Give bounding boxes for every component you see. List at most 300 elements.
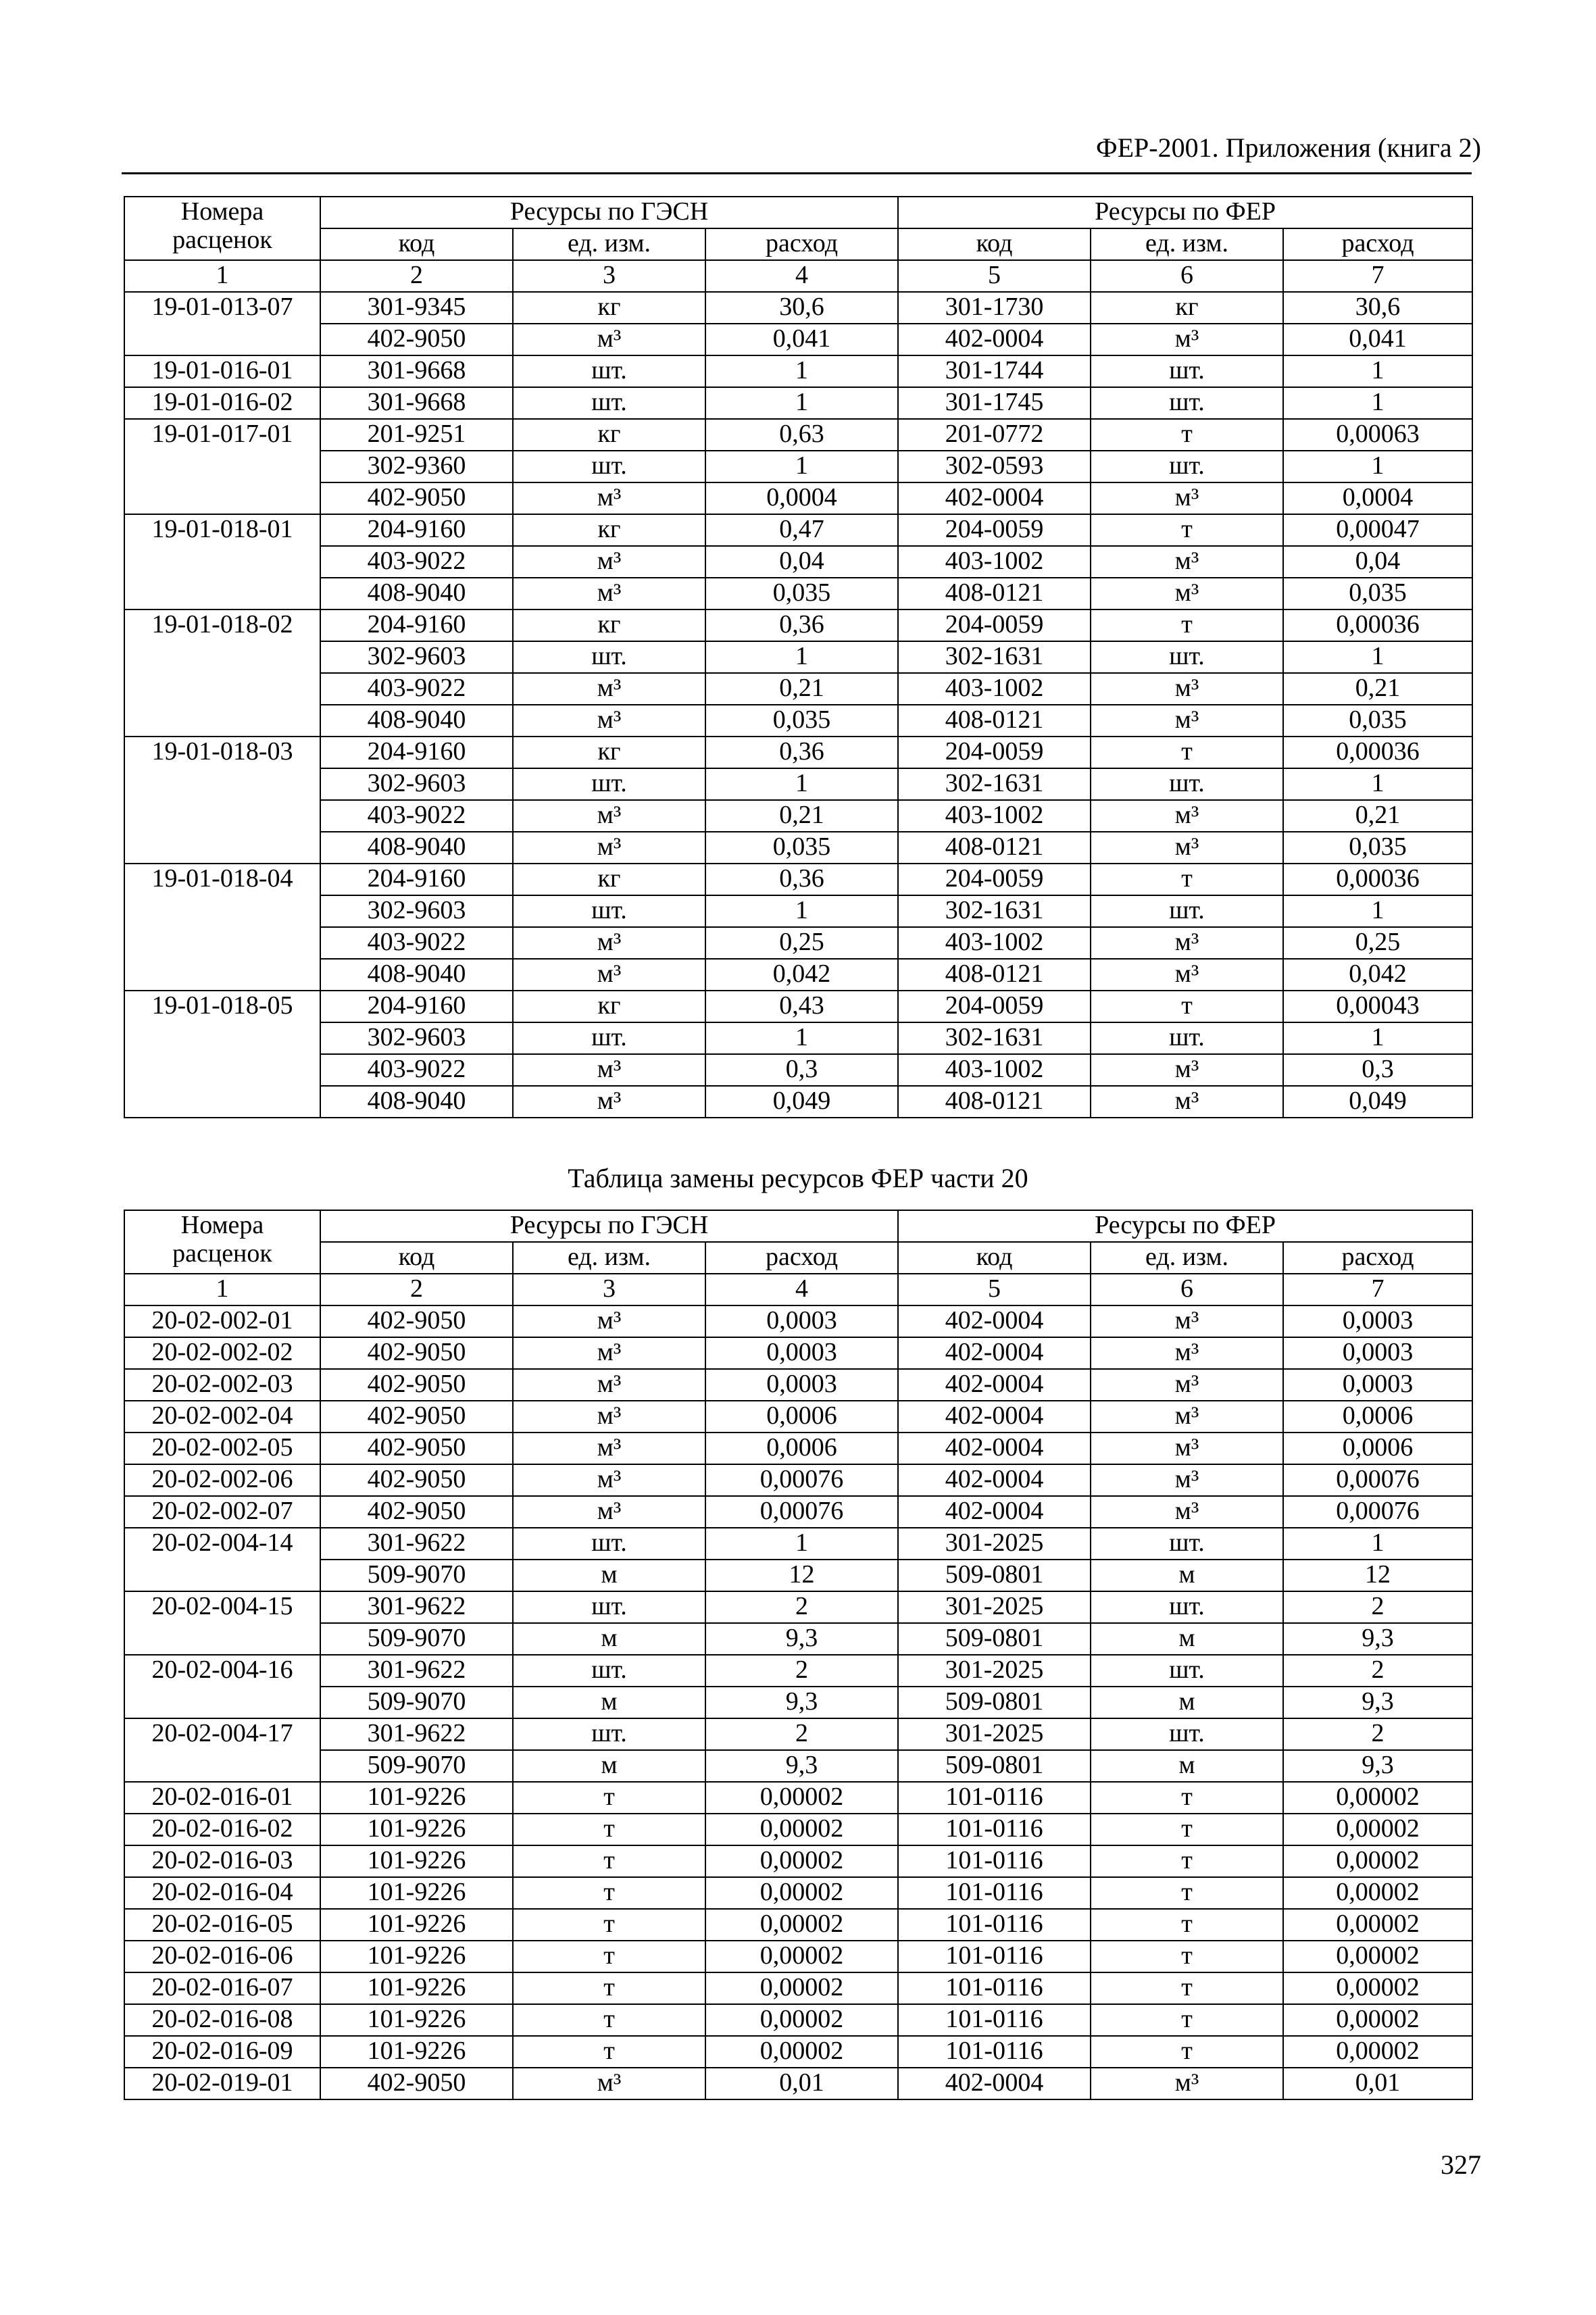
gesn-consumption-cell: 0,0006 [705, 1433, 898, 1464]
rate-number-cell: 20-02-004-16 [124, 1655, 320, 1718]
gesn-consumption-cell: 0,00002 [705, 1845, 898, 1877]
header-fer-group: Ресурсы по ФЕР [898, 1210, 1472, 1242]
gesn-unit-cell: м³ [513, 1337, 705, 1369]
table-row [124, 1845, 1472, 1877]
header-fer-unit: ед. изм. [1091, 228, 1283, 260]
header-fer-group: Ресурсы по ФЕР [898, 197, 1472, 228]
header-fer-code: код [898, 228, 1091, 260]
gesn-unit-cell: м [513, 1623, 705, 1655]
table-row [124, 1054, 1472, 1086]
fer-unit-cell: м [1091, 1623, 1283, 1655]
gesn-code-cell: 408-9040 [320, 1086, 513, 1118]
fer-code-cell: 408-0121 [898, 1086, 1091, 1118]
fer-consumption-cell: 0,25 [1283, 927, 1472, 959]
column-index: 3 [513, 260, 705, 292]
header-gesn-code: код [320, 1242, 513, 1274]
column-index: 7 [1283, 260, 1472, 292]
fer-code-cell: 204-0059 [898, 864, 1091, 895]
fer-unit-cell: т [1091, 1845, 1283, 1877]
header-numbers-line2: расценок [172, 1239, 272, 1268]
fer-code-cell: 402-0004 [898, 324, 1091, 355]
gesn-code-cell: 301-9668 [320, 355, 513, 387]
fer-code-cell: 408-0121 [898, 959, 1091, 991]
fer-code-cell: 301-2025 [898, 1718, 1091, 1750]
header-gesn-group: Ресурсы по ГЭСН [320, 197, 898, 228]
fer-code-cell: 101-0116 [898, 2004, 1091, 2036]
gesn-consumption-cell: 0,43 [705, 991, 898, 1022]
fer-consumption-cell: 0,04 [1283, 546, 1472, 578]
gesn-code-cell: 204-9160 [320, 609, 513, 641]
gesn-consumption-cell: 0,035 [705, 578, 898, 609]
header-numbers-line1: Номера [180, 1211, 264, 1239]
table-row [124, 451, 1472, 482]
fer-code-cell: 204-0059 [898, 609, 1091, 641]
fer-unit-cell: шт. [1091, 1655, 1283, 1687]
fer-code-cell: 402-0004 [898, 1337, 1091, 1369]
table-row [124, 959, 1472, 991]
header-rule [122, 172, 1472, 174]
gesn-consumption-cell: 0,47 [705, 514, 898, 546]
table-row [124, 1433, 1472, 1464]
rate-number-cell: 20-02-002-07 [124, 1496, 320, 1528]
gesn-unit-cell: кг [513, 864, 705, 895]
header-numbers-line2: расценок [172, 226, 272, 254]
gesn-code-cell: 101-9226 [320, 1877, 513, 1909]
gesn-code-cell: 301-9622 [320, 1718, 513, 1750]
gesn-consumption-cell: 2 [705, 1591, 898, 1623]
column-index: 6 [1091, 1274, 1283, 1305]
gesn-unit-cell: кг [513, 292, 705, 324]
gesn-code-cell: 301-9345 [320, 292, 513, 324]
column-index: 1 [124, 260, 320, 292]
gesn-unit-cell: т [513, 1845, 705, 1877]
gesn-consumption-cell: 9,3 [705, 1623, 898, 1655]
table-row [124, 1877, 1472, 1909]
table-row [124, 2068, 1472, 2099]
gesn-code-cell: 301-9668 [320, 387, 513, 419]
header-gesn-unit: ед. изм. [513, 228, 705, 260]
gesn-unit-cell: м³ [513, 546, 705, 578]
gesn-consumption-cell: 0,00002 [705, 1877, 898, 1909]
fer-unit-cell: т [1091, 1877, 1283, 1909]
fer-unit-cell: м³ [1091, 1401, 1283, 1433]
fer-code-cell: 403-1002 [898, 800, 1091, 832]
fer-unit-cell: м³ [1091, 832, 1283, 864]
gesn-unit-cell: т [513, 1814, 705, 1845]
gesn-consumption-cell: 0,035 [705, 832, 898, 864]
gesn-consumption-cell: 0,00002 [705, 2036, 898, 2068]
fer-code-cell: 302-1631 [898, 641, 1091, 673]
gesn-unit-cell: т [513, 1782, 705, 1814]
running-header: ФЕР-2001. Приложения (книга 2) [1096, 132, 1481, 163]
gesn-unit-cell: м³ [513, 324, 705, 355]
fer-code-cell: 402-0004 [898, 1433, 1091, 1464]
gesn-consumption-cell: 0,0003 [705, 1337, 898, 1369]
fer-code-cell: 101-0116 [898, 1941, 1091, 1972]
gesn-code-cell: 408-9040 [320, 832, 513, 864]
fer-unit-cell: шт. [1091, 1022, 1283, 1054]
header-gesn-group: Ресурсы по ГЭСН [320, 1210, 898, 1242]
fer-consumption-cell: 30,6 [1283, 292, 1472, 324]
fer-code-cell: 302-1631 [898, 1022, 1091, 1054]
gesn-code-cell: 402-9050 [320, 1433, 513, 1464]
fer-unit-cell: т [1091, 2036, 1283, 2068]
fer-unit-cell: м³ [1091, 959, 1283, 991]
table-row [124, 1560, 1472, 1591]
gesn-consumption-cell: 0,21 [705, 673, 898, 705]
rate-number-cell: 20-02-002-06 [124, 1464, 320, 1496]
table1-body [124, 292, 1472, 1118]
table-row [124, 1972, 1472, 2004]
gesn-consumption-cell: 0,00002 [705, 1909, 898, 1941]
header-fer-unit: ед. изм. [1091, 1242, 1283, 1274]
rate-number-cell: 20-02-002-05 [124, 1433, 320, 1464]
fer-unit-cell: м³ [1091, 1369, 1283, 1401]
fer-code-cell: 402-0004 [898, 482, 1091, 514]
fer-consumption-cell: 0,00002 [1283, 1941, 1472, 1972]
fer-unit-cell: м³ [1091, 800, 1283, 832]
header-fer-code: код [898, 1242, 1091, 1274]
fer-consumption-cell: 1 [1283, 895, 1472, 927]
table-row [124, 1782, 1472, 1814]
fer-code-cell: 101-0116 [898, 1877, 1091, 1909]
gesn-unit-cell: шт. [513, 451, 705, 482]
gesn-unit-cell: м³ [513, 1496, 705, 1528]
fer-code-cell: 101-0116 [898, 1814, 1091, 1845]
fer-unit-cell: т [1091, 514, 1283, 546]
fer-code-cell: 408-0121 [898, 705, 1091, 737]
gesn-code-cell: 204-9160 [320, 514, 513, 546]
fer-code-cell: 402-0004 [898, 1305, 1091, 1337]
header-gesn-unit: ед. изм. [513, 1242, 705, 1274]
fer-unit-cell: т [1091, 2004, 1283, 2036]
gesn-consumption-cell: 0,3 [705, 1054, 898, 1086]
gesn-consumption-cell: 1 [705, 641, 898, 673]
rate-number-cell: 20-02-016-07 [124, 1972, 320, 2004]
rate-number-cell: 20-02-004-15 [124, 1591, 320, 1655]
fer-consumption-cell: 0,00002 [1283, 1972, 1472, 2004]
fer-code-cell: 509-0801 [898, 1560, 1091, 1591]
fer-consumption-cell: 0,00043 [1283, 991, 1472, 1022]
fer-code-cell: 301-2025 [898, 1591, 1091, 1623]
fer-consumption-cell: 2 [1283, 1655, 1472, 1687]
fer-unit-cell: т [1091, 1972, 1283, 2004]
fer-unit-cell: м³ [1091, 705, 1283, 737]
fer-code-cell: 403-1002 [898, 546, 1091, 578]
gesn-code-cell: 301-9622 [320, 1655, 513, 1687]
gesn-consumption-cell: 1 [705, 355, 898, 387]
fer-consumption-cell: 9,3 [1283, 1750, 1472, 1782]
gesn-unit-cell: м³ [513, 673, 705, 705]
column-index: 2 [320, 260, 513, 292]
gesn-code-cell: 101-9226 [320, 1782, 513, 1814]
gesn-consumption-cell: 0,0006 [705, 1401, 898, 1433]
gesn-unit-cell: шт. [513, 768, 705, 800]
fer-consumption-cell: 0,0006 [1283, 1433, 1472, 1464]
table-row [124, 705, 1472, 737]
fer-unit-cell: т [1091, 1782, 1283, 1814]
rate-number-cell: 19-01-018-01 [124, 514, 320, 609]
fer-code-cell: 302-1631 [898, 895, 1091, 927]
table-row [124, 1337, 1472, 1369]
gesn-consumption-cell: 1 [705, 387, 898, 419]
fer-code-cell: 301-1744 [898, 355, 1091, 387]
fer-unit-cell: м³ [1091, 673, 1283, 705]
gesn-consumption-cell: 0,00002 [705, 1782, 898, 1814]
table-row [124, 1750, 1472, 1782]
gesn-unit-cell: м³ [513, 832, 705, 864]
gesn-consumption-cell: 2 [705, 1655, 898, 1687]
fer-unit-cell: м³ [1091, 1464, 1283, 1496]
table-row [124, 419, 1472, 451]
gesn-consumption-cell: 0,00076 [705, 1496, 898, 1528]
gesn-code-cell: 509-9070 [320, 1560, 513, 1591]
gesn-unit-cell: кг [513, 737, 705, 768]
gesn-unit-cell: т [513, 2004, 705, 2036]
gesn-code-cell: 408-9040 [320, 959, 513, 991]
gesn-code-cell: 402-9050 [320, 482, 513, 514]
gesn-unit-cell: м³ [513, 800, 705, 832]
rate-number-cell: 20-02-016-06 [124, 1941, 320, 1972]
column-index: 2 [320, 1274, 513, 1305]
gesn-code-cell: 101-9226 [320, 2004, 513, 2036]
table-row [124, 1814, 1472, 1845]
fer-consumption-cell: 0,00076 [1283, 1464, 1472, 1496]
fer-unit-cell: т [1091, 864, 1283, 895]
fer-consumption-cell: 0,00002 [1283, 2036, 1472, 2068]
gesn-code-cell: 403-9022 [320, 673, 513, 705]
fer-code-cell: 302-1631 [898, 768, 1091, 800]
gesn-unit-cell: шт. [513, 895, 705, 927]
fer-code-cell: 101-0116 [898, 1782, 1091, 1814]
column-index: 4 [705, 260, 898, 292]
gesn-consumption-cell: 0,0003 [705, 1369, 898, 1401]
fer-code-cell: 301-1745 [898, 387, 1091, 419]
fer-unit-cell: т [1091, 1909, 1283, 1941]
gesn-code-cell: 509-9070 [320, 1687, 513, 1718]
fer-unit-cell: шт. [1091, 1718, 1283, 1750]
header-fer-consumption: расход [1283, 1242, 1472, 1274]
gesn-code-cell: 301-9622 [320, 1528, 513, 1560]
table-row [124, 514, 1472, 546]
table-row [124, 324, 1472, 355]
gesn-unit-cell: т [513, 1909, 705, 1941]
table-row [124, 1591, 1472, 1623]
fer-code-cell: 301-1730 [898, 292, 1091, 324]
table-row [124, 1496, 1472, 1528]
page-number: 327 [1441, 2149, 1481, 2180]
gesn-consumption-cell: 0,00002 [705, 1941, 898, 1972]
gesn-consumption-cell: 0,36 [705, 609, 898, 641]
gesn-code-cell: 403-9022 [320, 546, 513, 578]
gesn-consumption-cell: 0,25 [705, 927, 898, 959]
fer-code-cell: 101-0116 [898, 1909, 1091, 1941]
gesn-code-cell: 402-9050 [320, 1401, 513, 1433]
gesn-consumption-cell: 0,00076 [705, 1464, 898, 1496]
rate-number-cell: 19-01-018-03 [124, 737, 320, 864]
gesn-consumption-cell: 0,21 [705, 800, 898, 832]
rate-number-cell: 20-02-016-05 [124, 1909, 320, 1941]
table-row [124, 482, 1472, 514]
table-row [124, 1022, 1472, 1054]
gesn-consumption-cell: 0,63 [705, 419, 898, 451]
gesn-consumption-cell: 30,6 [705, 292, 898, 324]
fer-unit-cell: т [1091, 737, 1283, 768]
table-row [124, 832, 1472, 864]
table-row [124, 1369, 1472, 1401]
table-row [124, 991, 1472, 1022]
table-row [124, 2004, 1472, 2036]
header-gesn-code: код [320, 228, 513, 260]
gesn-consumption-cell: 1 [705, 451, 898, 482]
fer-code-cell: 204-0059 [898, 514, 1091, 546]
rate-number-cell: 20-02-016-04 [124, 1877, 320, 1909]
gesn-consumption-cell: 1 [705, 895, 898, 927]
fer-unit-cell: м³ [1091, 1337, 1283, 1369]
table-row [124, 1401, 1472, 1433]
fer-consumption-cell: 0,049 [1283, 1086, 1472, 1118]
fer-code-cell: 101-0116 [898, 1845, 1091, 1877]
resource-table-part-19 [124, 196, 1473, 1118]
fer-unit-cell: м [1091, 1560, 1283, 1591]
column-index: 5 [898, 1274, 1091, 1305]
gesn-code-cell: 403-9022 [320, 1054, 513, 1086]
fer-unit-cell: т [1091, 419, 1283, 451]
fer-consumption-cell: 1 [1283, 355, 1472, 387]
table-row [124, 927, 1472, 959]
fer-code-cell: 403-1002 [898, 673, 1091, 705]
fer-code-cell: 402-0004 [898, 2068, 1091, 2099]
rate-number-cell: 20-02-002-02 [124, 1337, 320, 1369]
gesn-consumption-cell: 0,00002 [705, 1814, 898, 1845]
header-row-2 [124, 228, 1472, 260]
header-numbers [124, 1210, 320, 1274]
gesn-unit-cell: шт. [513, 1591, 705, 1623]
gesn-code-cell: 204-9160 [320, 864, 513, 895]
fer-code-cell: 302-0593 [898, 451, 1091, 482]
gesn-code-cell: 302-9603 [320, 641, 513, 673]
fer-unit-cell: м [1091, 1687, 1283, 1718]
rate-number-cell: 19-01-016-01 [124, 355, 320, 387]
fer-code-cell: 301-2025 [898, 1655, 1091, 1687]
header-fer-consumption: расход [1283, 228, 1472, 260]
fer-consumption-cell: 0,041 [1283, 324, 1472, 355]
table-row [124, 387, 1472, 419]
table-row [124, 355, 1472, 387]
fer-consumption-cell: 0,0003 [1283, 1337, 1472, 1369]
fer-unit-cell: шт. [1091, 1528, 1283, 1560]
fer-unit-cell: кг [1091, 292, 1283, 324]
table-row [124, 737, 1472, 768]
gesn-consumption-cell: 9,3 [705, 1687, 898, 1718]
resource-table-part-20 [124, 1210, 1473, 2100]
fer-consumption-cell: 0,21 [1283, 673, 1472, 705]
rate-number-cell: 19-01-013-07 [124, 292, 320, 355]
fer-consumption-cell: 1 [1283, 641, 1472, 673]
table-row [124, 1086, 1472, 1118]
gesn-code-cell: 509-9070 [320, 1750, 513, 1782]
rate-number-cell: 20-02-002-04 [124, 1401, 320, 1433]
fer-consumption-cell: 0,0006 [1283, 1401, 1472, 1433]
gesn-unit-cell: м [513, 1560, 705, 1591]
gesn-consumption-cell: 12 [705, 1560, 898, 1591]
gesn-code-cell: 302-9360 [320, 451, 513, 482]
gesn-code-cell: 204-9160 [320, 737, 513, 768]
fer-code-cell: 408-0121 [898, 832, 1091, 864]
table2-body [124, 1305, 1472, 2099]
gesn-unit-cell: шт. [513, 1022, 705, 1054]
gesn-consumption-cell: 0,04 [705, 546, 898, 578]
table-row [124, 641, 1472, 673]
fer-consumption-cell: 0,21 [1283, 800, 1472, 832]
rate-number-cell: 19-01-018-05 [124, 991, 320, 1118]
gesn-code-cell: 509-9070 [320, 1623, 513, 1655]
fer-unit-cell: т [1091, 991, 1283, 1022]
fer-code-cell: 402-0004 [898, 1496, 1091, 1528]
gesn-consumption-cell: 0,36 [705, 864, 898, 895]
table-row [124, 800, 1472, 832]
gesn-consumption-cell: 1 [705, 1022, 898, 1054]
fer-consumption-cell: 0,00047 [1283, 514, 1472, 546]
gesn-code-cell: 101-9226 [320, 1972, 513, 2004]
fer-unit-cell: м³ [1091, 482, 1283, 514]
fer-consumption-cell: 0,01 [1283, 2068, 1472, 2099]
fer-unit-cell: шт. [1091, 387, 1283, 419]
gesn-unit-cell: шт. [513, 355, 705, 387]
fer-code-cell: 101-0116 [898, 1972, 1091, 2004]
gesn-code-cell: 402-9050 [320, 324, 513, 355]
rate-number-cell: 20-02-019-01 [124, 2068, 320, 2099]
gesn-code-cell: 101-9226 [320, 1845, 513, 1877]
fer-code-cell: 201-0772 [898, 419, 1091, 451]
table-row [124, 864, 1472, 895]
fer-consumption-cell: 1 [1283, 1022, 1472, 1054]
table-row [124, 1687, 1472, 1718]
column-index: 3 [513, 1274, 705, 1305]
fer-consumption-cell: 9,3 [1283, 1687, 1472, 1718]
rate-number-cell: 20-02-016-09 [124, 2036, 320, 2068]
table-row [124, 1718, 1472, 1750]
table-row [124, 1528, 1472, 1560]
gesn-code-cell: 402-9050 [320, 2068, 513, 2099]
fer-consumption-cell: 0,00036 [1283, 609, 1472, 641]
fer-consumption-cell: 2 [1283, 1591, 1472, 1623]
gesn-unit-cell: м³ [513, 959, 705, 991]
gesn-code-cell: 402-9050 [320, 1369, 513, 1401]
fer-consumption-cell: 1 [1283, 1528, 1472, 1560]
gesn-consumption-cell: 9,3 [705, 1750, 898, 1782]
fer-unit-cell: м³ [1091, 1496, 1283, 1528]
rate-number-cell: 20-02-016-03 [124, 1845, 320, 1877]
fer-consumption-cell: 12 [1283, 1560, 1472, 1591]
gesn-code-cell: 402-9050 [320, 1496, 513, 1528]
gesn-consumption-cell: 0,00002 [705, 1972, 898, 2004]
gesn-code-cell: 101-9226 [320, 1814, 513, 1845]
fer-code-cell: 402-0004 [898, 1369, 1091, 1401]
rate-number-cell: 20-02-004-17 [124, 1718, 320, 1782]
gesn-consumption-cell: 0,042 [705, 959, 898, 991]
gesn-unit-cell: м³ [513, 578, 705, 609]
table-row [124, 1655, 1472, 1687]
gesn-code-cell: 408-9040 [320, 578, 513, 609]
fer-code-cell: 204-0059 [898, 737, 1091, 768]
gesn-unit-cell: м³ [513, 1086, 705, 1118]
fer-consumption-cell: 0,0003 [1283, 1305, 1472, 1337]
gesn-unit-cell: кг [513, 991, 705, 1022]
fer-code-cell: 402-0004 [898, 1401, 1091, 1433]
rate-number-cell: 19-01-017-01 [124, 419, 320, 514]
table-row [124, 768, 1472, 800]
